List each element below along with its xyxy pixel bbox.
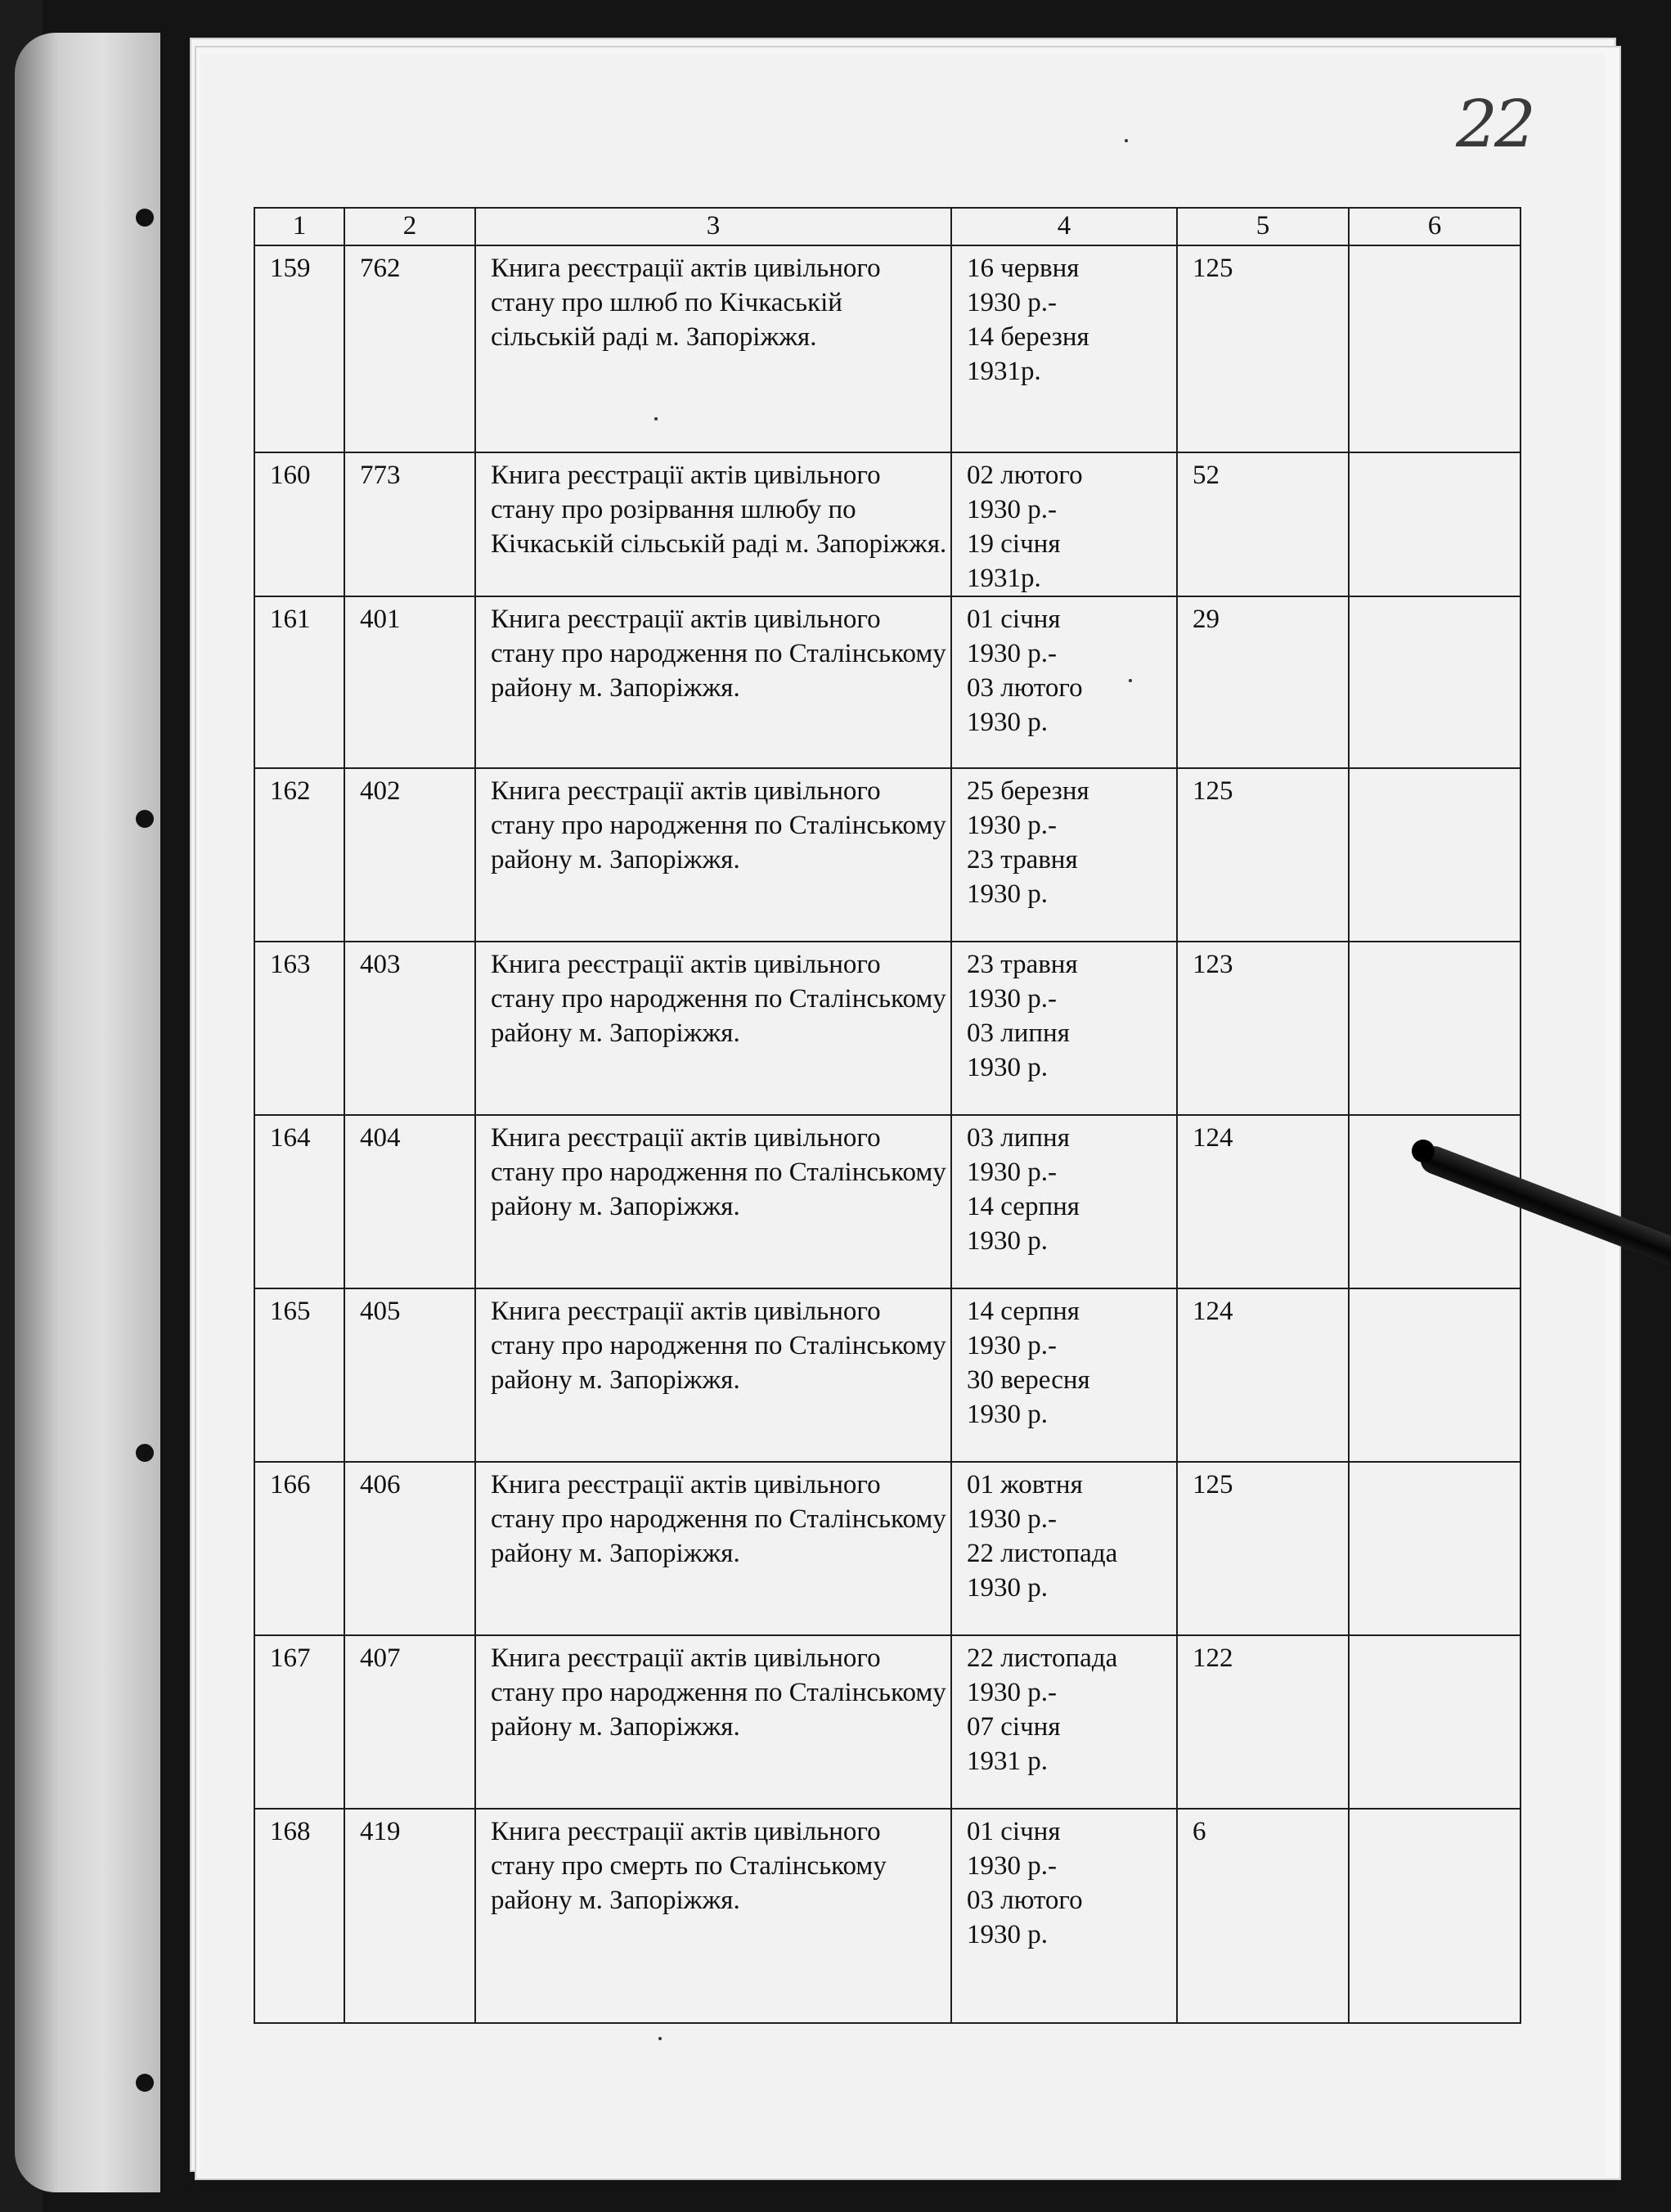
dust-speck <box>658 2037 662 2040</box>
dust-speck <box>1125 139 1128 142</box>
date-line: 1930 р. <box>967 1400 1048 1429</box>
sheet-count: 125 <box>1177 245 1349 452</box>
date-line: 1931р. <box>967 564 1041 593</box>
row-number: 160 <box>254 452 344 596</box>
binder-ring-hole <box>136 1444 154 1462</box>
date-line: 1930 р. <box>967 1226 1048 1256</box>
table-row <box>254 1115 1521 1288</box>
fond-number: 773 <box>344 452 475 596</box>
date-line: 25 березня <box>967 776 1089 806</box>
date-line: 03 лютого <box>967 673 1083 703</box>
row-number: 166 <box>254 1462 344 1635</box>
table-row <box>254 942 1521 1115</box>
sheet-count: 122 <box>1177 1635 1349 1809</box>
date-range <box>951 1809 1177 2023</box>
table-row <box>254 768 1521 942</box>
record-title: Книга реєстрації актів цивільного стану про народження по Сталінському району м. Запоріжжя. <box>475 942 951 1115</box>
date-range <box>951 1115 1177 1288</box>
date-line: 03 липня <box>967 1018 1070 1048</box>
date-line: 30 вересня <box>967 1365 1090 1395</box>
table-row <box>254 452 1521 596</box>
date-line: 1930 р.- <box>967 811 1057 840</box>
sheet-count: 125 <box>1177 768 1349 942</box>
record-title: Книга реєстрації актів цивільного стану про народження по Сталінському району м. Запоріжжя. <box>475 1288 951 1462</box>
sheet-count: 6 <box>1177 1809 1349 2023</box>
column-header: 3 <box>475 208 951 245</box>
row-number: 162 <box>254 768 344 942</box>
binder-ring-hole <box>136 810 154 828</box>
fond-number: 762 <box>344 245 475 452</box>
table-row <box>254 1635 1521 1809</box>
column-header: 2 <box>344 208 475 245</box>
column-header: 1 <box>254 208 344 245</box>
row-number: 165 <box>254 1288 344 1462</box>
date-range <box>951 942 1177 1115</box>
row-number: 161 <box>254 596 344 768</box>
fond-number: 403 <box>344 942 475 1115</box>
fond-number: 401 <box>344 596 475 768</box>
note-cell <box>1349 768 1521 942</box>
date-line: 1930 р.- <box>967 1851 1057 1881</box>
sheet-count: 125 <box>1177 1462 1349 1635</box>
binder-ring-hole <box>136 2074 154 2092</box>
date-line: 1930 р. <box>967 1053 1048 1082</box>
row-number: 168 <box>254 1809 344 2023</box>
note-cell <box>1349 1809 1521 2023</box>
date-line: 07 січня <box>967 1712 1061 1742</box>
date-line: 22 листопада <box>967 1643 1118 1673</box>
record-title: Книга реєстрації актів цивільного стану про народження по Сталінському району м. Запоріжжя. <box>475 1115 951 1288</box>
date-line: 23 травня <box>967 950 1078 979</box>
fond-number: 402 <box>344 768 475 942</box>
record-title: Книга реєстрації актів цивільного стану про народження по Сталінському району м. Запоріжжя. <box>475 1635 951 1809</box>
date-line: 1930 р.- <box>967 1678 1057 1707</box>
row-number: 164 <box>254 1115 344 1288</box>
note-cell <box>1349 245 1521 452</box>
date-line: 03 лютого <box>967 1886 1083 1915</box>
page-number: 22 <box>1456 86 1533 162</box>
fond-number: 405 <box>344 1288 475 1462</box>
table-row <box>254 1462 1521 1635</box>
column-header: 6 <box>1349 208 1521 245</box>
column-header: 4 <box>951 208 1177 245</box>
sheet-count: 29 <box>1177 596 1349 768</box>
record-title: Книга реєстрації актів цивільного стану про народження по Сталінському району м. Запоріжжя. <box>475 1462 951 1635</box>
date-line: 14 серпня <box>967 1297 1080 1326</box>
sheet-count: 124 <box>1177 1288 1349 1462</box>
date-line: 1930 р.- <box>967 984 1057 1014</box>
date-line: 1930 р. <box>967 879 1048 909</box>
date-range <box>951 1462 1177 1635</box>
pen-tip <box>1412 1140 1435 1162</box>
date-line: 01 січня <box>967 1817 1061 1846</box>
date-line: 1930 р.- <box>967 288 1057 317</box>
fond-number: 406 <box>344 1462 475 1635</box>
note-cell <box>1349 942 1521 1115</box>
date-line: 19 січня <box>967 529 1061 559</box>
date-line: 16 червня <box>967 254 1080 283</box>
row-number: 163 <box>254 942 344 1115</box>
date-line: 1930 р. <box>967 1573 1048 1603</box>
date-line: 1930 р.- <box>967 1331 1057 1360</box>
fond-number: 404 <box>344 1115 475 1288</box>
fond-number: 419 <box>344 1809 475 2023</box>
date-range <box>951 452 1177 596</box>
binder-ring-hole <box>136 209 154 227</box>
row-number: 159 <box>254 245 344 452</box>
date-range <box>951 245 1177 452</box>
date-line: 1930 р. <box>967 1920 1048 1949</box>
archive-inventory-table <box>254 207 1521 2024</box>
record-title: Книга реєстрації актів цивільного стану про шлюб по Кічкаській сільській раді м. Запоріжжя. <box>475 245 951 452</box>
date-line: 1931 р. <box>967 1747 1048 1776</box>
fond-number: 407 <box>344 1635 475 1809</box>
note-cell <box>1349 1462 1521 1635</box>
date-line: 02 лютого <box>967 461 1083 490</box>
date-line: 23 травня <box>967 845 1078 874</box>
note-cell <box>1349 1635 1521 1809</box>
date-line: 1930 р.- <box>967 1504 1057 1534</box>
date-line: 14 серпня <box>967 1192 1080 1221</box>
date-line: 1930 р.- <box>967 1158 1057 1187</box>
previous-page-edge <box>15 33 160 2192</box>
date-line: 03 липня <box>967 1123 1070 1153</box>
sheet-count: 52 <box>1177 452 1349 596</box>
date-line: 01 січня <box>967 605 1061 634</box>
note-cell <box>1349 452 1521 596</box>
record-title: Книга реєстрації актів цивільного стану про народження по Сталінському району м. Запоріжжя. <box>475 596 951 768</box>
note-cell <box>1349 596 1521 768</box>
note-cell <box>1349 1288 1521 1462</box>
table-row <box>254 1809 1521 2023</box>
date-range <box>951 596 1177 768</box>
date-line: 14 березня <box>967 322 1089 352</box>
date-line: 1930 р. <box>967 708 1048 737</box>
date-range <box>951 768 1177 942</box>
table-row <box>254 1288 1521 1462</box>
note-cell <box>1349 1115 1521 1288</box>
date-line: 22 листопада <box>967 1539 1118 1568</box>
sheet-count: 124 <box>1177 1115 1349 1288</box>
row-number: 167 <box>254 1635 344 1809</box>
table-row <box>254 245 1521 452</box>
record-title: Книга реєстрації актів цивільного стану про розірвання шлюбу по Кічкаській сільській раді м. Запоріжжя. <box>475 452 951 596</box>
date-line: 1930 р.- <box>967 639 1057 668</box>
table-header-row <box>254 208 1521 245</box>
date-range <box>951 1635 1177 1809</box>
date-line: 1931р. <box>967 357 1041 386</box>
column-header: 5 <box>1177 208 1349 245</box>
table-row <box>254 596 1521 768</box>
date-line: 1930 р.- <box>967 495 1057 524</box>
record-title: Книга реєстрації актів цивільного стану про народження по Сталінському району м. Запоріжжя. <box>475 768 951 942</box>
date-range <box>951 1288 1177 1462</box>
date-line: 01 жовтня <box>967 1470 1083 1499</box>
sheet-count: 123 <box>1177 942 1349 1115</box>
record-title: Книга реєстрації актів цивільного стану про смерть по Сталінському району м. Запоріжжя. <box>475 1809 951 2023</box>
